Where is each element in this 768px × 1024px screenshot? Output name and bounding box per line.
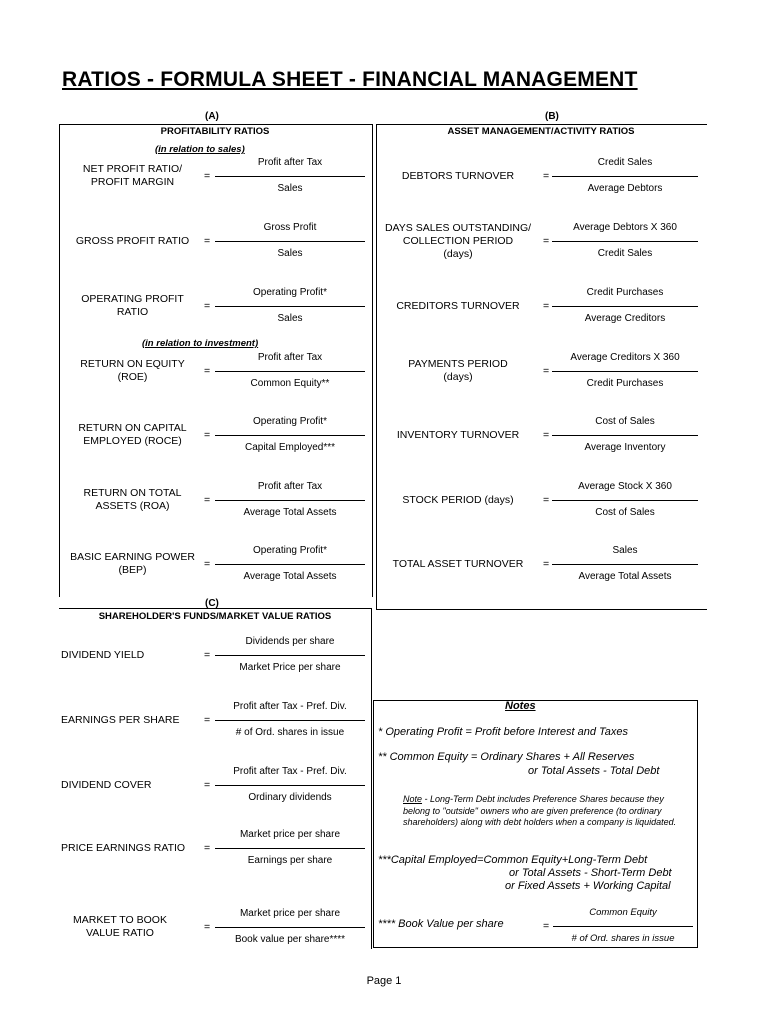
notes-title: Notes [505, 700, 536, 712]
section-b-letter: (B) [545, 111, 559, 122]
equals-sign: = [204, 494, 211, 506]
ratio-label: MARKET TO BOOK VALUE RATIO [73, 914, 167, 939]
ratio-label: RETURN ON TOTAL ASSETS (ROA) [83, 487, 182, 512]
formula-denominator: Market Price per share [239, 662, 341, 673]
equals-sign: = [204, 649, 211, 661]
page-title: RATIOS - FORMULA SHEET - FINANCIAL MANAGEMENT [62, 68, 638, 91]
note-common-equity-2: or Total Assets - Total Debt [528, 765, 660, 777]
ratio-label: EARNINGS PER SHARE [61, 713, 180, 726]
formula-denominator: Average Total Assets [578, 571, 672, 582]
formula-numerator: Credit Sales [597, 157, 653, 168]
formula-numerator: Average Stock X 360 [578, 481, 672, 492]
formula-denominator: Average Total Assets [243, 507, 337, 518]
section-a-subheading-sales: (in relation to sales) [155, 144, 245, 155]
ratio-label: RETURN ON CAPITAL EMPLOYED (ROCE) [78, 422, 187, 447]
formula-denominator: Credit Purchases [586, 378, 664, 389]
note-capital-1: ***Capital Employed=Common Equity+Long-Term Debt [378, 854, 648, 866]
note-capital-3: or Fixed Assets + Working Capital [505, 880, 671, 892]
fraction-bar [552, 306, 698, 307]
formula-denominator: Average Debtors [587, 183, 663, 194]
ratio-label: NET PROFIT RATIO/ PROFIT MARGIN [82, 163, 183, 188]
equals-sign: = [204, 842, 211, 854]
equals-sign: = [204, 300, 211, 312]
formula-numerator: Dividends per share [245, 636, 335, 647]
equals-sign: = [204, 921, 211, 933]
note-text: - Long-Term Debt includes Preference Shares because they belong to "outside" owners who are given preference (to ordinary shareholders) along with debt holders when a company is liquidated. [403, 794, 677, 827]
equals-sign: = [204, 558, 211, 570]
formula-denominator: Sales [277, 313, 303, 324]
fraction-bar [215, 785, 365, 786]
formula-denominator: Credit Sales [597, 248, 653, 259]
note-operating-profit: * Operating Profit = Profit before Interest and Taxes [378, 726, 628, 738]
formula-numerator: Operating Profit* [253, 287, 327, 298]
equals-sign: = [543, 429, 550, 441]
formula-denominator: Capital Employed*** [244, 442, 336, 453]
formula-denominator: Average Creditors [584, 313, 666, 324]
ratio-label: DAYS SALES OUTSTANDING/ COLLECTION PERIOD (days) [384, 221, 532, 260]
fraction-bar [215, 435, 365, 436]
formula-numerator: Market price per share [239, 908, 341, 919]
fraction-bar [215, 720, 365, 721]
ratio-label: DIVIDEND COVER [61, 778, 152, 791]
note-label: Note [403, 794, 423, 804]
fraction-bar [552, 176, 698, 177]
note-long-term-debt [403, 794, 683, 829]
note-book-value-denominator: # of Ord. shares in issue [571, 933, 675, 944]
note-capital-2: or Total Assets - Short-Term Debt [509, 867, 672, 879]
formula-numerator: Operating Profit* [253, 416, 327, 427]
formula-denominator: Sales [277, 183, 303, 194]
equals-sign: = [543, 365, 550, 377]
fraction-bar [215, 176, 365, 177]
fraction-bar [215, 241, 365, 242]
formula-denominator: Sales [277, 248, 303, 259]
formula-denominator: Book value per share**** [234, 934, 346, 945]
fraction-bar [215, 848, 365, 849]
section-b-heading: ASSET MANAGEMENT/ACTIVITY RATIOS [447, 126, 635, 137]
formula-numerator: Average Debtors X 360 [573, 222, 677, 233]
equals-sign: = [543, 300, 550, 312]
fraction-bar [215, 927, 365, 928]
ratio-label: CREDITORS TURNOVER [396, 299, 520, 312]
fraction-bar [552, 435, 698, 436]
ratio-label: STOCK PERIOD (days) [402, 493, 514, 506]
formula-denominator: # of Ord. shares in issue [235, 727, 345, 738]
fraction-bar [552, 500, 698, 501]
ratio-label: BASIC EARNING POWER (BEP) [70, 551, 195, 576]
equals-sign: = [543, 235, 550, 247]
formula-numerator: Cost of Sales [595, 416, 655, 427]
section-c-letter: (C) [205, 598, 219, 609]
fraction-bar [215, 371, 365, 372]
formula-denominator: Cost of Sales [595, 507, 655, 518]
formula-numerator: Sales [612, 545, 638, 556]
ratio-label: PRICE EARNINGS RATIO [61, 841, 186, 854]
section-a-heading: PROFITABILITY RATIOS [160, 126, 270, 137]
formula-numerator: Market price per share [239, 829, 341, 840]
equals-sign: = [204, 779, 211, 791]
equals-sign: = [204, 170, 211, 182]
formula-numerator: Profit after Tax [257, 481, 323, 492]
fraction-bar [215, 564, 365, 565]
fraction-bar [215, 500, 365, 501]
ratio-label: INVENTORY TURNOVER [396, 428, 520, 441]
formula-denominator: Ordinary dividends [248, 792, 332, 803]
ratio-label: OPERATING PROFIT RATIO [81, 293, 184, 318]
equals-sign: = [543, 170, 550, 182]
note-book-value-eq: = [543, 920, 550, 932]
formula-numerator: Operating Profit* [253, 545, 327, 556]
equals-sign: = [204, 429, 211, 441]
fraction-bar [552, 564, 698, 565]
fraction-bar [552, 241, 698, 242]
formula-denominator: Earnings per share [247, 855, 333, 866]
ratio-label: GROSS PROFIT RATIO [75, 234, 190, 247]
fraction-bar [552, 371, 698, 372]
formula-numerator: Profit after Tax - Pref. Div. [233, 766, 347, 777]
formula-numerator: Profit after Tax - Pref. Div. [233, 701, 347, 712]
formula-numerator: Credit Purchases [586, 287, 664, 298]
equals-sign: = [204, 714, 211, 726]
page-number: Page 1 [366, 975, 402, 987]
section-c-heading: SHAREHOLDER'S FUNDS/MARKET VALUE RATIOS [98, 611, 332, 622]
ratio-label: RETURN ON EQUITY (ROE) [80, 358, 185, 383]
equals-sign: = [204, 365, 211, 377]
formula-numerator: Profit after Tax [257, 352, 323, 363]
formula-numerator: Gross Profit [263, 222, 317, 233]
note-book-value-bar [553, 926, 693, 927]
formula-denominator: Common Equity** [250, 378, 330, 389]
equals-sign: = [543, 494, 550, 506]
formula-numerator: Profit after Tax [257, 157, 323, 168]
formula-denominator: Average Total Assets [243, 571, 337, 582]
note-book-value-label: **** Book Value per share [378, 918, 504, 930]
fraction-bar [215, 655, 365, 656]
ratio-label: TOTAL ASSET TURNOVER [392, 557, 524, 570]
section-a-letter: (A) [205, 111, 219, 122]
equals-sign: = [543, 558, 550, 570]
formula-denominator: Average Inventory [584, 442, 666, 453]
ratio-label: PAYMENTS PERIOD (days) [408, 358, 508, 383]
ratio-label: DEBTORS TURNOVER [401, 169, 515, 182]
equals-sign: = [204, 235, 211, 247]
fraction-bar [215, 306, 365, 307]
note-common-equity-1: ** Common Equity = Ordinary Shares + All Reserves [378, 751, 635, 763]
note-book-value-numerator: Common Equity [589, 907, 657, 918]
ratio-label: DIVIDEND YIELD [61, 648, 145, 661]
formula-numerator: Average Creditors X 360 [570, 352, 680, 363]
section-a-subheading-investment: (in relation to investment) [142, 338, 259, 349]
